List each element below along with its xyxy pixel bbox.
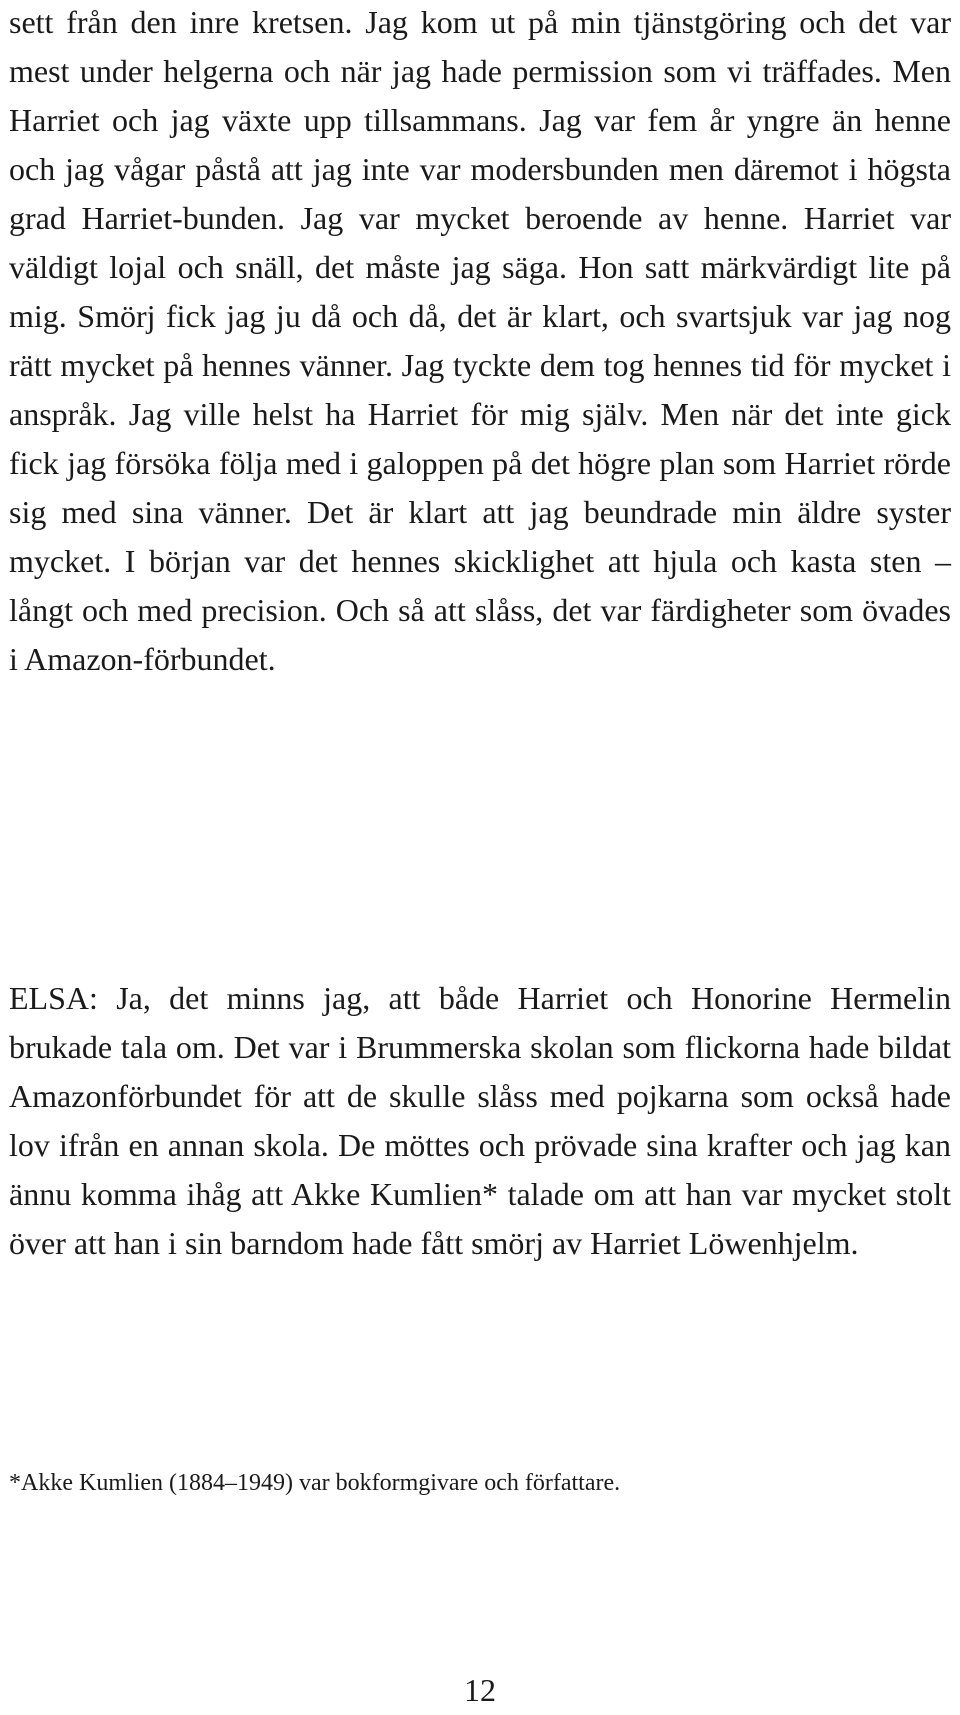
- body-paragraph: ELSA: Ja, det minns jag, att både Harriet och Honorine Hermelin brukade tala om. Det var i Brummerska skolan som flickorna hade bildat Amazonförbundet för att de skulle slåss med pojkarna som också hade lov ifrån en annan skola. De möttes och prövade sina krafter och jag kan ännu komma ihåg att Akke Kumlien* talade om att han var mycket stolt över att han i sin barndom hade fått smörj av Harriet Löwenhjelm.: [9, 980, 951, 1261]
- body-paragraph: sett från den inre kretsen. Jag kom ut på min tjänstgöring och det var mest under helgerna och när jag hade permission som vi träffades. Men Harriet och jag växte upp tillsammans. Jag var fem år yngre än henne och jag vågar påstå att jag inte var modersbunden men däremot i högsta grad Harriet-bunden. Jag var mycket beroende av henne. Harriet var väldigt lojal och snäll, det måste jag säga. Hon satt märkvärdigt lite på mig. Smörj fick jag ju då och då, det är klart, och svartsjuk var jag nog rätt mycket på hennes vänner. Jag tyckte dem tog hennes tid för mycket i anspråk. Jag ville helst ha Harriet för mig själv. Men när det inte gick fick jag försöka följa med i galoppen på det högre plan som Harriet rörde sig med sina vänner. Det är klart att jag beundrade min äldre syster mycket. I början var det hennes skicklighet att hjula och kasta sten – långt och med precision. Och så att slåss, det var färdigheter som övades i Amazon-förbundet.: [9, 4, 951, 677]
- page-number: 12: [464, 1672, 496, 1708]
- footnote: *Akke Kumlien (1884–1949) var bokformgivare och författare.: [9, 1470, 621, 1496]
